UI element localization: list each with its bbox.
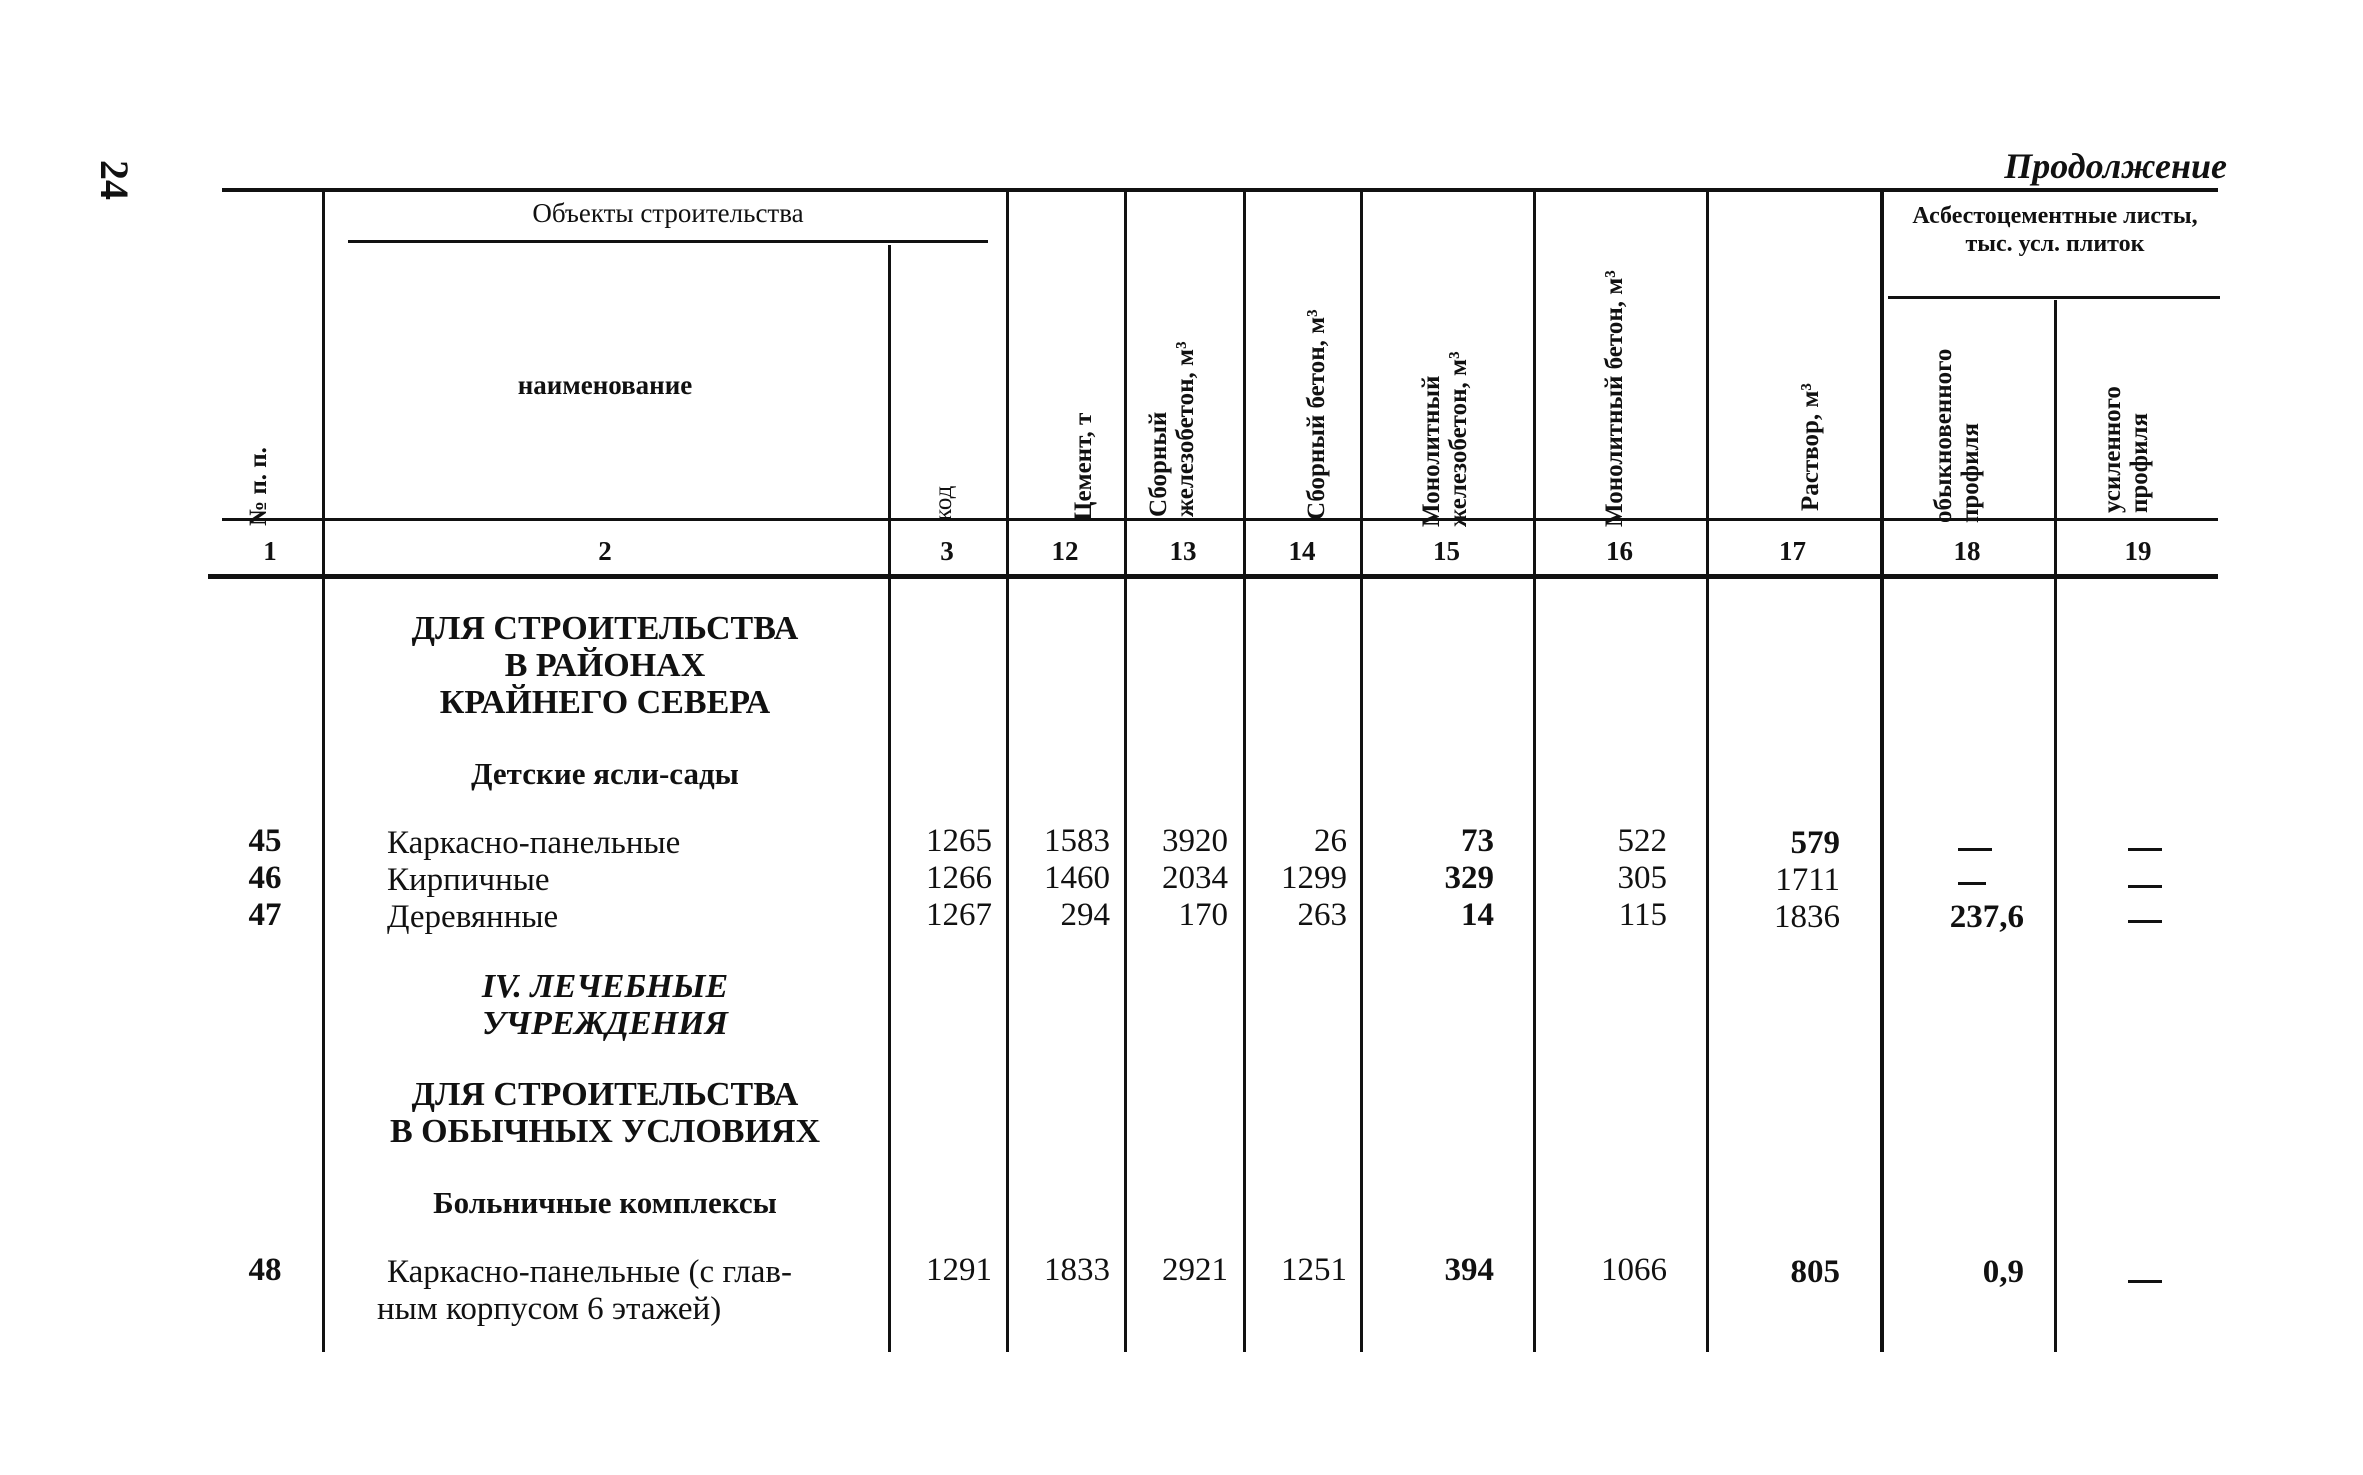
- column-number: 16: [1606, 536, 1633, 566]
- row-number: 48: [248, 1252, 282, 1288]
- precast-concrete-cell: 1299: [1281, 860, 1347, 896]
- column-divider: [2054, 300, 2057, 1352]
- page-number: 24: [92, 160, 137, 200]
- column-number: 14: [1288, 536, 1316, 566]
- monolithic-concrete-column-header: Монолитный бетон, м³: [1601, 270, 1628, 527]
- mortar-cell: 1711: [1775, 862, 1840, 898]
- cement-cell: 294: [1060, 897, 1110, 933]
- section-heading: ДЛЯ СТРОИТЕЛЬСТВА: [411, 610, 799, 647]
- section-heading: ДЛЯ СТРОИТЕЛЬСТВА: [411, 1076, 799, 1113]
- monolithic-rc-cell: 394: [1444, 1252, 1494, 1288]
- monolithic-concrete-cell: 522: [1617, 823, 1667, 859]
- column-divider: [1880, 192, 1884, 1352]
- code-column-header: код: [930, 485, 957, 521]
- cement-cell: 1833: [1044, 1252, 1110, 1288]
- column-number: 19: [2124, 536, 2152, 566]
- name-column-header: наименование: [517, 370, 693, 400]
- column-number: 13: [1169, 536, 1197, 566]
- monolithic-concrete-cell: 305: [1617, 860, 1667, 896]
- precast-concrete-column-header: Сборный бетон, м³: [1303, 309, 1330, 520]
- code-cell: 1267: [926, 897, 992, 933]
- code-cell: 1291: [926, 1252, 992, 1288]
- row-name: Каркасно-панельные: [387, 825, 681, 861]
- precast-rc-cell: 2921: [1162, 1252, 1228, 1288]
- code-cell: 1266: [926, 860, 992, 896]
- monolithic-rc-cell: 329: [1444, 860, 1494, 896]
- column-number: 2: [598, 536, 612, 566]
- row-name: Деревянные: [387, 899, 559, 935]
- precast-rc-cell: 3920: [1162, 823, 1228, 859]
- row-number: 47: [248, 897, 282, 933]
- colnum-bottom-rule: [208, 574, 2218, 579]
- row-name-continued: ным корпусом 6 этажей): [377, 1291, 722, 1327]
- row-name: Кирпичные: [387, 862, 550, 898]
- monolithic-concrete-cell: 115: [1618, 897, 1667, 933]
- precast-rc-column-header: Сборный железобетон, м³: [1145, 341, 1199, 517]
- column-divider: [888, 245, 891, 1352]
- empty-dash: [2128, 920, 2162, 923]
- column-divider: [1124, 192, 1127, 1352]
- code-cell: 1265: [926, 823, 992, 859]
- section-heading: УЧРЕЖДЕНИЯ: [482, 1005, 728, 1042]
- empty-dash: [2128, 885, 2162, 888]
- precast-concrete-cell: 263: [1297, 897, 1347, 933]
- ordinary-profile-column-header: обыкновенного профиля: [1930, 348, 1984, 523]
- column-number: 3: [940, 536, 954, 566]
- row-name: Каркасно-панельные (с глав-: [387, 1254, 792, 1290]
- monolithic-rc-column-header: Монолитный железобетон, м³: [1418, 351, 1472, 527]
- column-number: 12: [1051, 536, 1079, 566]
- cement-cell: 1460: [1044, 860, 1110, 896]
- ordinary-profile-cell: 237,6: [1949, 899, 2024, 935]
- objects-group-rule: [348, 240, 988, 243]
- section-heading: IV. ЛЕЧЕБНЫЕ: [481, 968, 729, 1005]
- top-rule: [222, 188, 2218, 192]
- asbestos-group-rule: [1888, 296, 2220, 299]
- section-heading: В РАЙОНАХ: [504, 647, 706, 684]
- mortar-cell: 805: [1790, 1254, 1840, 1290]
- column-divider: [1243, 192, 1246, 1352]
- subsection-heading: Больничные комплексы: [433, 1185, 777, 1220]
- column-number: 15: [1433, 536, 1460, 566]
- row-number-column-header: № п. п.: [245, 447, 272, 526]
- reinforced-profile-column-header: усиленного профиля: [2099, 386, 2153, 513]
- mortar-cell: 1836: [1774, 899, 1840, 935]
- empty-dash: [2128, 848, 2162, 851]
- mortar-column-header: Раствор, м³: [1797, 383, 1824, 511]
- precast-concrete-cell: 26: [1314, 823, 1347, 859]
- monolithic-rc-cell: 14: [1461, 897, 1494, 933]
- subsection-heading: Детские ясли-сады: [471, 756, 739, 791]
- precast-rc-cell: 2034: [1162, 860, 1228, 896]
- empty-dash: [1958, 882, 1986, 885]
- mortar-cell: 579: [1790, 825, 1840, 861]
- continuation-label: Продолжение: [2004, 146, 2227, 186]
- column-divider: [1006, 192, 1009, 1352]
- column-number: 18: [1953, 536, 1981, 566]
- precast-rc-cell: 170: [1178, 897, 1228, 933]
- empty-dash: [2128, 1280, 2162, 1283]
- column-divider: [1360, 192, 1363, 1352]
- asbestos-group-header: Асбестоцементные листы, тыс. усл. плиток: [1912, 203, 2198, 257]
- objects-group-header: Объекты строительства: [532, 198, 804, 228]
- column-divider: [1533, 192, 1536, 1352]
- row-number: 46: [248, 860, 282, 896]
- section-heading: В ОБЫЧНЫХ УСЛОВИЯХ: [390, 1113, 820, 1150]
- row-number: 45: [248, 823, 282, 859]
- column-divider: [322, 192, 325, 1352]
- column-number: 17: [1779, 536, 1806, 566]
- header-bottom-rule: [222, 518, 2218, 521]
- monolithic-rc-cell: 73: [1461, 823, 1494, 859]
- empty-dash: [1958, 848, 1992, 851]
- section-heading: КРАЙНЕГО СЕВЕРА: [439, 684, 771, 721]
- monolithic-concrete-cell: 1066: [1601, 1252, 1667, 1288]
- column-divider: [1706, 192, 1709, 1352]
- ordinary-profile-cell: 0,9: [1982, 1254, 2024, 1290]
- precast-concrete-cell: 1251: [1281, 1252, 1347, 1288]
- column-number: 1: [263, 536, 277, 566]
- cement-cell: 1583: [1044, 823, 1110, 859]
- cement-column-header: Цемент, т: [1070, 412, 1097, 521]
